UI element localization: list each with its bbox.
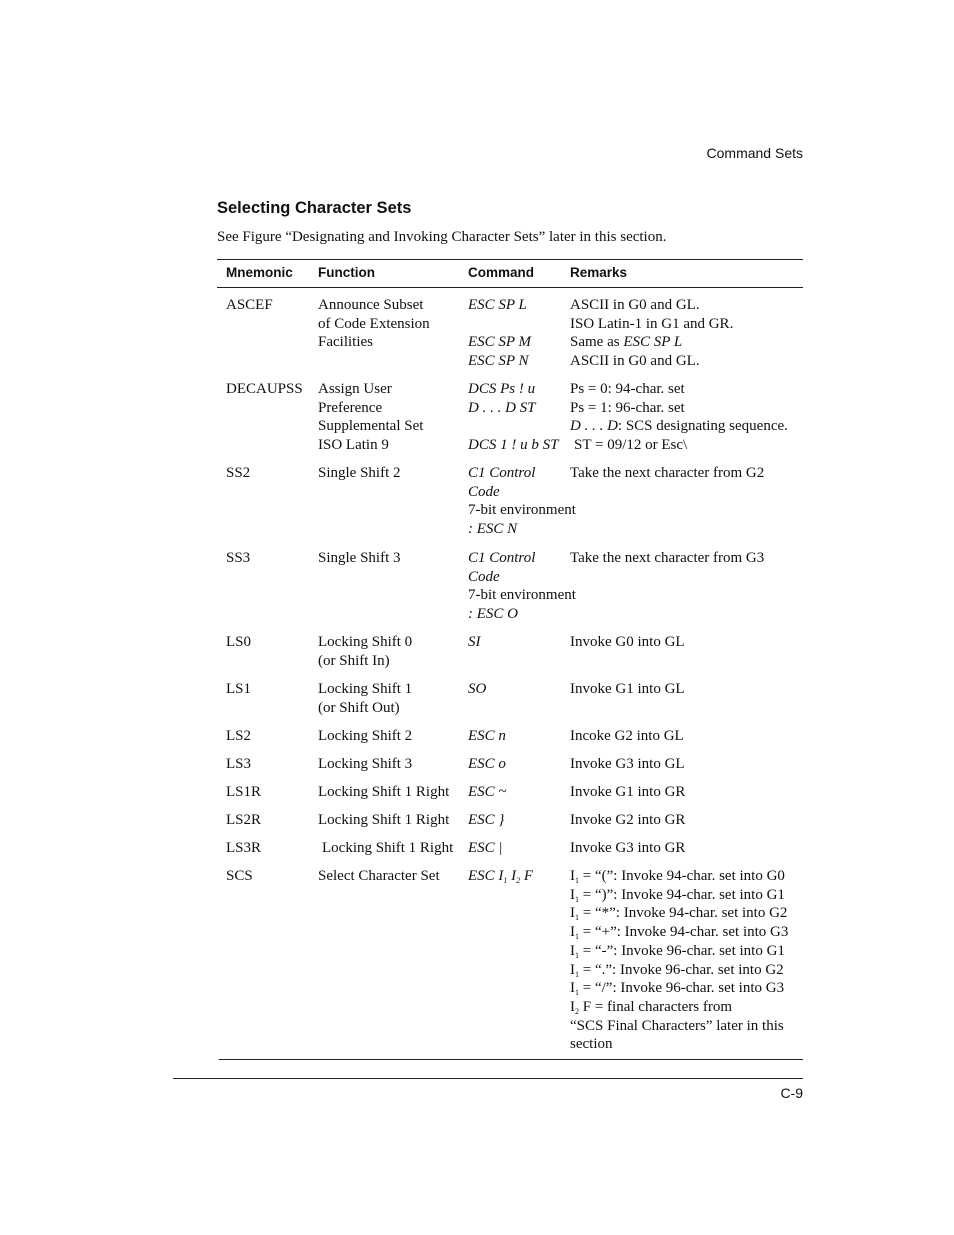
cell-command: C1 Control Code 7-bit environment : ESC N <box>468 465 576 538</box>
column-header-function: Function <box>318 265 375 280</box>
cell-function: Announce Subset of Code Extension Facilities <box>318 297 430 351</box>
cell-mnemonic: DECAUPSS <box>226 381 303 397</box>
cell-mnemonic: LS1 <box>226 681 252 697</box>
column-header-command: Command <box>468 265 535 280</box>
cell-command: ESC ~ <box>468 784 507 800</box>
cell-function: Locking Shift 1 Right <box>318 784 450 800</box>
cell-remarks: Invoke G2 into GR <box>570 812 686 828</box>
cell-remarks: Ps = 0: 94-char. set Ps = 1: 96-char. set D . . . D: SCS designating sequence. ST = 09/12 or Esc\ <box>570 381 788 454</box>
cell-command: ESC $I_1$ $I_2$ F <box>468 868 534 885</box>
cell-function: Assign User Preference Supplemental Set ISO Latin 9 <box>318 381 424 454</box>
cell-remarks: Invoke G1 into GR <box>570 784 686 800</box>
cell-remarks: Invoke G3 into GR <box>570 840 686 856</box>
cell-command: SO <box>468 681 487 697</box>
section-title: Selecting Character Sets <box>217 199 412 217</box>
table-header-rule <box>217 287 803 288</box>
cell-command: ESC | <box>468 840 503 856</box>
cell-remarks: Invoke G1 into GL <box>570 681 685 697</box>
cell-mnemonic: SS3 <box>226 550 251 566</box>
cell-remarks: Incoke G2 into GL <box>570 728 684 744</box>
cell-mnemonic: LS2R <box>226 812 262 828</box>
column-header-remarks: Remarks <box>570 265 628 280</box>
cell-remarks: Take the next character from G3 <box>570 550 765 566</box>
cell-command: DCS Ps ! u D . . . D ST DCS 1 ! u b ST <box>468 381 559 454</box>
cell-mnemonic: LS2 <box>226 728 252 744</box>
cell-mnemonic: LS3 <box>226 756 252 772</box>
intro-text: See Figure “Designating and Invoking Character Sets” later in this section. <box>217 229 667 245</box>
cell-function: Locking Shift 1 Right <box>318 812 450 828</box>
cell-mnemonic: LS3R <box>226 840 262 856</box>
cell-remarks: $I_1$ = “(”: Invoke 94-char. set into G0 $I_1$ = “)”: Invoke 94-char. set into G1 $I_1$ = “*”: Invoke 94-char. set into G2 $I_1$ = “+”: Invoke 94-char. set into G3 $I_1$ = “-”: Invoke 96-char. set into G1 $I_1$ = “.”: Invoke 96-char. set into G2 $I_1$ = “/”: Invoke 96-char. set into G3 $I_2$ F = final characters from “SCS Final Characters” later in this section <box>570 868 789 1053</box>
cell-command: ESC SP L ESC SP M ESC SP N <box>468 297 532 370</box>
cell-command: ESC } <box>468 812 505 828</box>
cell-command: C1 Control Code 7-bit environment : ESC O <box>468 550 576 623</box>
cell-function: Locking Shift 1 (or Shift Out) <box>318 681 413 716</box>
table-top-rule <box>217 259 803 260</box>
cell-function: Locking Shift 1 Right <box>322 840 454 856</box>
column-header-mnemonic: Mnemonic <box>226 265 293 280</box>
cell-command: ESC o <box>468 756 506 772</box>
page-number: C-9 <box>780 1085 803 1101</box>
cell-remarks: Take the next character from G2 <box>570 465 765 481</box>
cell-function: Select Character Set <box>318 868 440 884</box>
cell-function: Locking Shift 3 <box>318 756 413 772</box>
cell-remarks: ASCII in G0 and GL. ISO Latin-1 in G1 and GR. Same as ESC SP L ASCII in G0 and GL. <box>570 297 734 370</box>
cell-remarks: Invoke G0 into GL <box>570 634 685 650</box>
cell-function: Single Shift 3 <box>318 550 401 566</box>
cell-command: ESC n <box>468 728 506 744</box>
cell-function: Locking Shift 0 (or Shift In) <box>318 634 413 669</box>
running-header: Command Sets <box>706 145 803 161</box>
cell-mnemonic: SS2 <box>226 465 251 481</box>
cell-mnemonic: LS0 <box>226 634 252 650</box>
cell-command: SI <box>468 634 481 650</box>
table-bottom-rule <box>219 1059 803 1060</box>
cell-function: Single Shift 2 <box>318 465 401 481</box>
footer-rule <box>173 1078 803 1079</box>
cell-mnemonic: SCS <box>226 868 253 884</box>
cell-function: Locking Shift 2 <box>318 728 413 744</box>
cell-remarks: Invoke G3 into GL <box>570 756 685 772</box>
cell-mnemonic: LS1R <box>226 784 262 800</box>
cell-mnemonic: ASCEF <box>226 297 273 313</box>
